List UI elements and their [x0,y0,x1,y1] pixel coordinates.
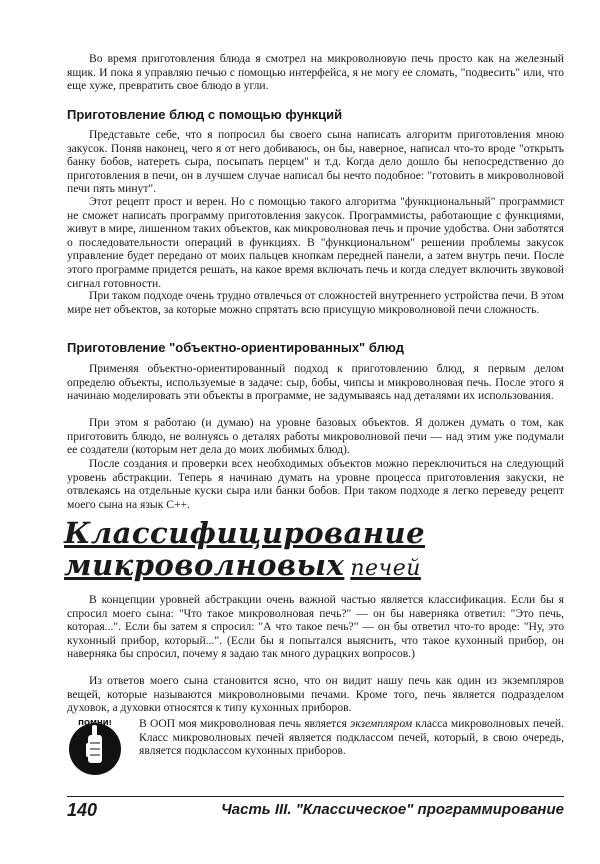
chapter-heading [64,518,425,584]
intro-paragraph: Во время приготовления блюда я смотрел на микроволновую печь просто как на железный ящик. И пока я управляю печью с помощью интерфейса, я не могу ее сломать, "подвесить" или, что еще хуже, превратить свое блюдо в угли. [67,52,564,93]
paragraph: При этом я работаю (и думаю) на уровне базовых объектов. Я должен думать о том, как приготовить блюдо, не волнуясь о деталях работы микроволновой печи — над этим уже подумали ее создатели (которым нет дела до моих любимых блюд). [67,416,564,457]
chapter-heading-line2 [64,550,425,584]
chapter-heading-line2-bold: микроволновых [64,548,345,582]
chapter-heading-line1: Классифицирование [64,516,426,550]
icon-label: ПОМНИ! [78,719,112,727]
footer-rule [67,796,564,797]
running-head: Часть III. "Классическое" программирование [221,801,564,818]
paragraph: После создания и проверки всех необходимых объектов можно переключиться на следующий уровень абстракции. Теперь я начинаю думать на уровне процесса приготовления закуски, не отвлекаясь на отдельные куски сыра или банки бобов. При таком подходе я легко переведу рецепт моего сына на язык C++. [67,457,564,511]
note-emphasis: экземпляром [350,717,413,730]
remember-note [139,717,564,758]
remember-hand-icon [66,713,124,777]
note-text: класса микроволновых печей. Класс микроволновых печей является подклассом печей, который, в свою очередь, является подклассом кухонных приборов. [139,717,564,758]
page-number: 140 [67,800,98,820]
paragraph: Этот рецепт прост и верен. Но с помощью такого алгоритма "функциональный" программист не сможет написать программу приготовления закусок. Программисты, работающие с функциями, живут в мире, лишенном таких объектов, как микроволновая печь и прочие удобства. Они заботятся о последовательности операций в функциях. В "функциональном" решении проблемы закусок управление будет передано от моих пальцев кнопкам передней панели, а затем внутрь печи. После этого программе придется решать, на какое время включать печь и когда следует включить звуковой сигнал готовности. [67,195,564,290]
paragraph: Представьте себе, что я попросил бы своего сына написать алгоритм приготовления мною закусок. Поняв наконец, чего я от него добиваюсь, он бы, наверное, написал что-то вроде "открыть банку бобов, натереть сыра, посыпать перцем" и т.д. Когда дело дошло бы непосредственно до приготовления в печи, он в лучшем случае написал бы нечто подобное: "готовить в микроволновой печи пять минут". [67,128,564,196]
section-heading-oop: Приготовление "объектно-ориентированных" блюд [67,340,404,355]
chapter-heading-line2-light: печей [350,556,421,581]
paragraph: Применяя объектно-ориентированный подход к приготовлению блюд, я первым делом определю объекты, используемые в задаче: сыр, бобы, чипсы и микроволновая печь. После этого я начинаю моделировать эти объекты в программе, не задумываясь над деталями их использования. [67,362,564,403]
paragraph: При таком подходе очень трудно отвлечься от сложностей внутреннего устройства печи. В этом мире нет объектов, за которые можно спрятать всю присущую микроволновой печи сложность. [67,289,564,316]
note-text: В ООП моя микроволновая печь является [139,717,351,730]
paragraph: В концепции уровней абстракции очень важной частью является классификация. Если бы я спросил моего сына: "Что такое микроволновая печь?" — он бы наверняка ответил: "Это печь, которая...". Если бы затем я спросил: "А что такое печь?" — он бы ответил что-то вроде: "Ну, это кухонный прибор, который...". (Если бы я попытался выяснить, что такое кухонный прибор, он наверняка бы спросил, почему я задаю так много дурацких вопросов.) [67,593,564,661]
section-heading-functions: Приготовление блюд с помощью функций [67,107,343,122]
paragraph: Из ответов моего сына становится ясно, что он видит нашу печь как один из экземпляров вещей, которые называются микроволновыми печами. Кроме того, печь является подразделом духовок, а духовки относятся к типу кухонных приборов. [67,674,564,715]
